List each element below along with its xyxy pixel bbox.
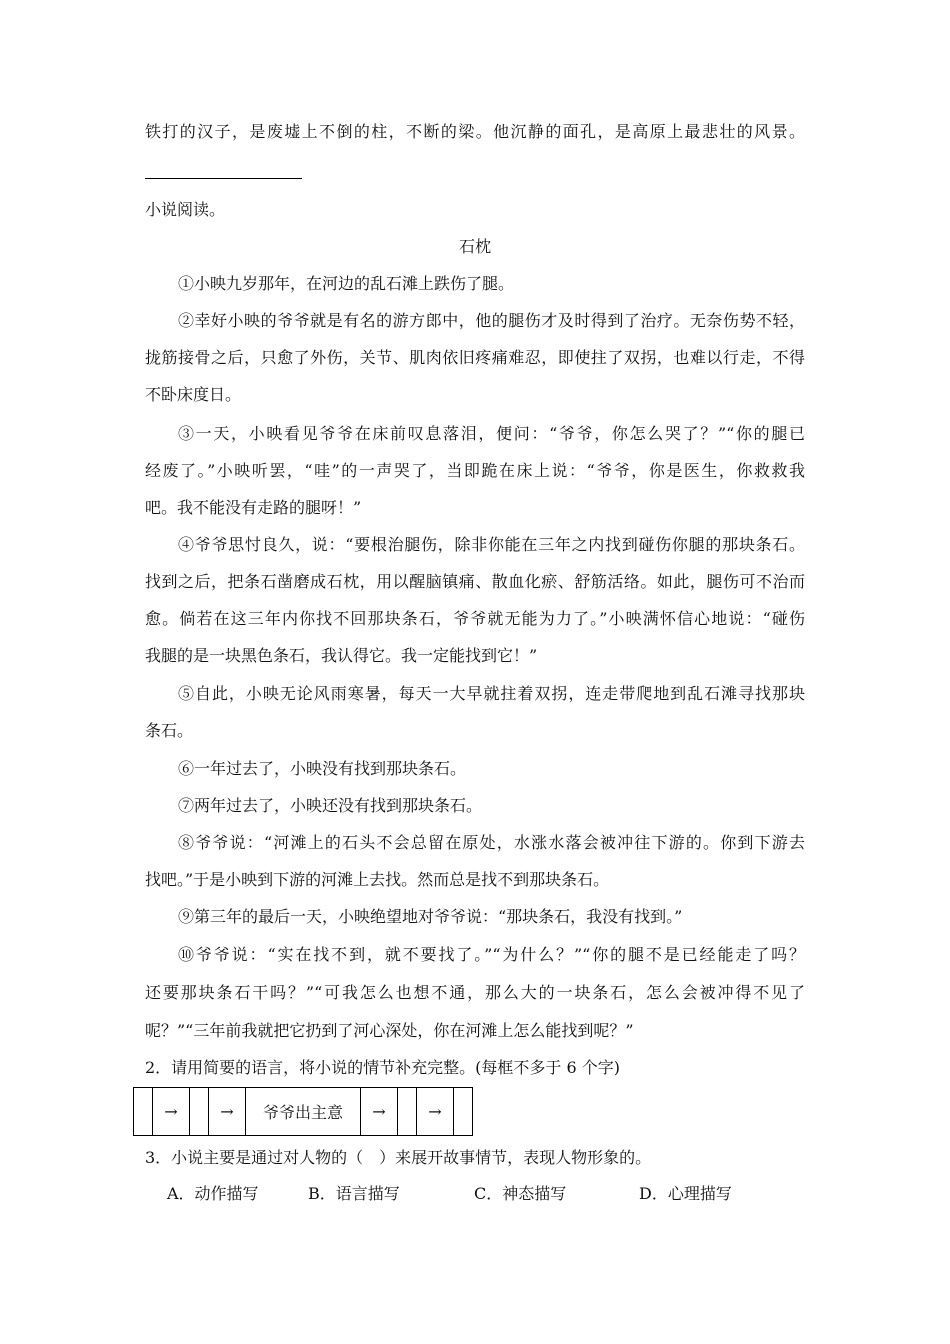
answer-box-2[interactable] [190,1088,209,1136]
intro-text-line: 铁打的汉子，是废墟上不倒的柱，不断的梁。他沉静的面孔，是高原上最悲壮的风景。 [145,122,805,141]
story-line: 呢？”“三年前我就把它扔到了河心深处，你在河滩上怎么能找到呢？” [145,1021,634,1040]
story-line: ③一天，小映看见爷爷在床前叹息落泪，便问：“爷爷，你怎么哭了？”“你的腿已 [178,424,805,443]
answer-box-3[interactable] [398,1088,417,1136]
story-line: 不卧床度日。 [145,385,242,404]
story-title: 石枕 [458,237,491,256]
story-line: 还要那块条石干吗？”“可我怎么也想不通，那么大的一块条石，怎么会被冲得不见了 [145,983,805,1002]
story-line: ⑥一年过去了，小映没有找到那块条石。 [178,759,467,778]
story-line: 条石。 [145,721,194,740]
separator-rule [145,178,302,179]
story-line: ⑨第三年的最后一天，小映绝望地对爷爷说：“那块条石，我没有找到。” [178,907,683,926]
question-3-text: 3．小说主要是通过对人物的（ ）来展开故事情节，表现人物形象的。 [145,1148,652,1167]
arrow-icon: → [417,1088,454,1136]
option-c[interactable]: C．神态描写 [474,1184,567,1203]
story-line: ⑧爷爷说：“河滩上的石头不会总留在原处，水涨水落会被冲往下游的。你到下游去 [178,833,805,852]
story-line: 找到之后，把条石凿磨成石枕，用以醒脑镇痛、散血化瘀、舒筋活络。如此，腿伤可不治而 [145,572,805,591]
story-line: ⑦两年过去了，小映还没有找到那块条石。 [178,796,483,815]
story-line: 我腿的是一块黑色条石，我认得它。我一定能找到它！” [145,646,538,665]
story-line: 拢筋接骨之后，只愈了外伤，关节、肌肉依旧疼痛难忍，即使拄了双拐，也难以行走，不得 [145,348,805,367]
story-line: 吧。我不能没有走路的腿呀！” [145,498,362,517]
answer-box-1[interactable] [134,1088,153,1136]
story-line: 经废了。”小映听罢，“哇”的一声哭了，当即跪在床上说：“爷爷，你是医生，你救救我 [145,461,805,480]
story-line: ⑩爷爷说：“实在找不到，就不要找了。”“为什么？”“你的腿不是已经能走了吗？ [178,945,805,964]
arrow-icon: → [361,1088,398,1136]
given-plot-box: 爷爷出主意 [246,1088,361,1136]
story-line: ④爷爷思忖良久，说：“要根治腿伤，除非你能在三年之内找到碰伤你腿的那块条石。 [178,535,805,554]
arrow-icon: → [153,1088,190,1136]
option-b[interactable]: B．语言描写 [308,1184,400,1203]
story-line: 愈。倘若在这三年内你找不回那块条石，爷爷就无能为力了。”小映满怀信心地说：“碰伤 [145,609,805,628]
answer-box-4[interactable] [454,1088,473,1136]
story-line: ①小映九岁那年，在河边的乱石滩上跌伤了腿。 [178,274,515,293]
question-2-text: 2．请用简要的语言，将小说的情节补充完整。(每框不多于 6 个字) [145,1058,621,1077]
arrow-icon: → [209,1088,246,1136]
story-line: ②幸好小映的爷爷就是有名的游方郎中，他的腿伤才及时得到了治疗。无奈伤势不轻， [178,311,805,330]
option-d[interactable]: D．心理描写 [639,1184,732,1203]
option-a[interactable]: A．动作描写 [167,1184,259,1203]
section-label: 小说阅读。 [145,200,226,219]
story-line: ⑤自此，小映无论风雨寒暑，每天一大早就拄着双拐，连走带爬地到乱石滩寻找那块 [178,684,805,703]
story-line: 找吧。”于是小映到下游的河滩上去找。然而总是找不到那块条石。 [145,870,610,889]
plot-flow-boxes [133,1087,473,1136]
